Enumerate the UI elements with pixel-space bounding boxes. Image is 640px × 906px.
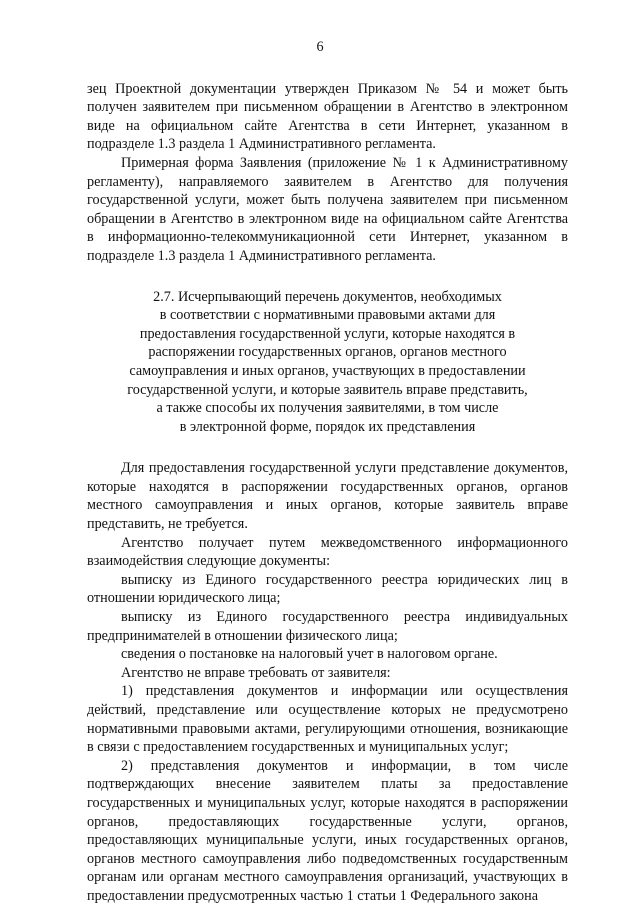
paragraph-body-1: Для предоставления государственной услуги представление документов, которые находятся в распоряжении государственных органов, органов местного самоуправления и иных органов, которые заявитель вправе представить, не требуется. [87, 460, 568, 533]
heading-line: 2.7. Исчерпывающий перечень документов, необходимых [153, 288, 502, 305]
paragraph-body-6: Агентство не вправе требовать от заявителя: [121, 664, 391, 681]
heading-line: самоуправления и иных органов, участвующих в предоставлении [129, 362, 526, 379]
intro-text [87, 80, 568, 266]
body-text [87, 459, 568, 905]
heading-line: в электронной форме, порядок их представления [179, 418, 476, 435]
heading-line: предоставления государственной услуги, которые находятся в [139, 325, 516, 342]
paragraph-body-5: сведения о постановке на налоговый учет в налоговом органе. [121, 646, 498, 663]
paragraph-body-3: выписку из Единого государственного реестра юридических лиц в отношении юридического лица; [87, 571, 568, 607]
heading-line: государственной услуги, и которые заявитель вправе представить, [127, 381, 528, 398]
heading-line: а также способы их получения заявителями, в том числе [156, 400, 499, 417]
heading-line: распоряжении государственных органов, органов местного [148, 344, 507, 361]
section-heading-2-7 [87, 288, 568, 437]
paragraph-body-7: 1) представления документов и информации или осуществления действий, представление или осуществление которых не предусмотрено нормативными правовыми актами, регулирующими отношения, возникающие в связи с предоставлением государственных и муниципальных услуг; [87, 683, 568, 756]
paragraph-intro-1: зец Проектной документации утвержден Приказом № 54 и может быть получен заявителем при письменном обращении в Агентство в электронном виде на официальном сайте Агентства в сети Интернет, указанном в подразделе 1.3 раздела 1 Административного регламента. [87, 80, 568, 153]
paragraph-body-4: выписку из Единого государственного реестра индивидуальных предпринимателей в отношении физического лица; [87, 609, 568, 644]
paragraph-body-2: Агентство получает путем межведомственного информационного взаимодействия следующие документы: [87, 534, 568, 570]
heading-line: в соответствии с нормативными правовыми актами для [159, 307, 496, 324]
paragraph-body-8: 2) представления документов и информации, в том числе подтверждающих внесение заявителем платы за предоставление государственных и муниципальных услуг, которые находятся в распоряжении органов, предоставляющих государственные услуги, органов, предоставляющих муниципальные услуги, иных государственных органов, органов местного самоуправления либо подведомственных государственным органам или органам местного самоуправления организаций, участвующих в предоставлении предусмотренных частью 1 статьи 1 Федерального закона [87, 757, 568, 904]
paragraph-intro-2: Примерная форма Заявления (приложение № 1 к Административному регламенту), направляемого заявителем в Агентство для получения государственной услуги, может быть получена заявителем при письменном обращении в Агентство в электронном виде на официальном сайте Агентства в информационно-телекоммуникационной сети Интернет, указанном в подразделе 1.3 раздела 1 Административного регламента. [87, 154, 568, 264]
page-number: 6 [316, 39, 324, 55]
